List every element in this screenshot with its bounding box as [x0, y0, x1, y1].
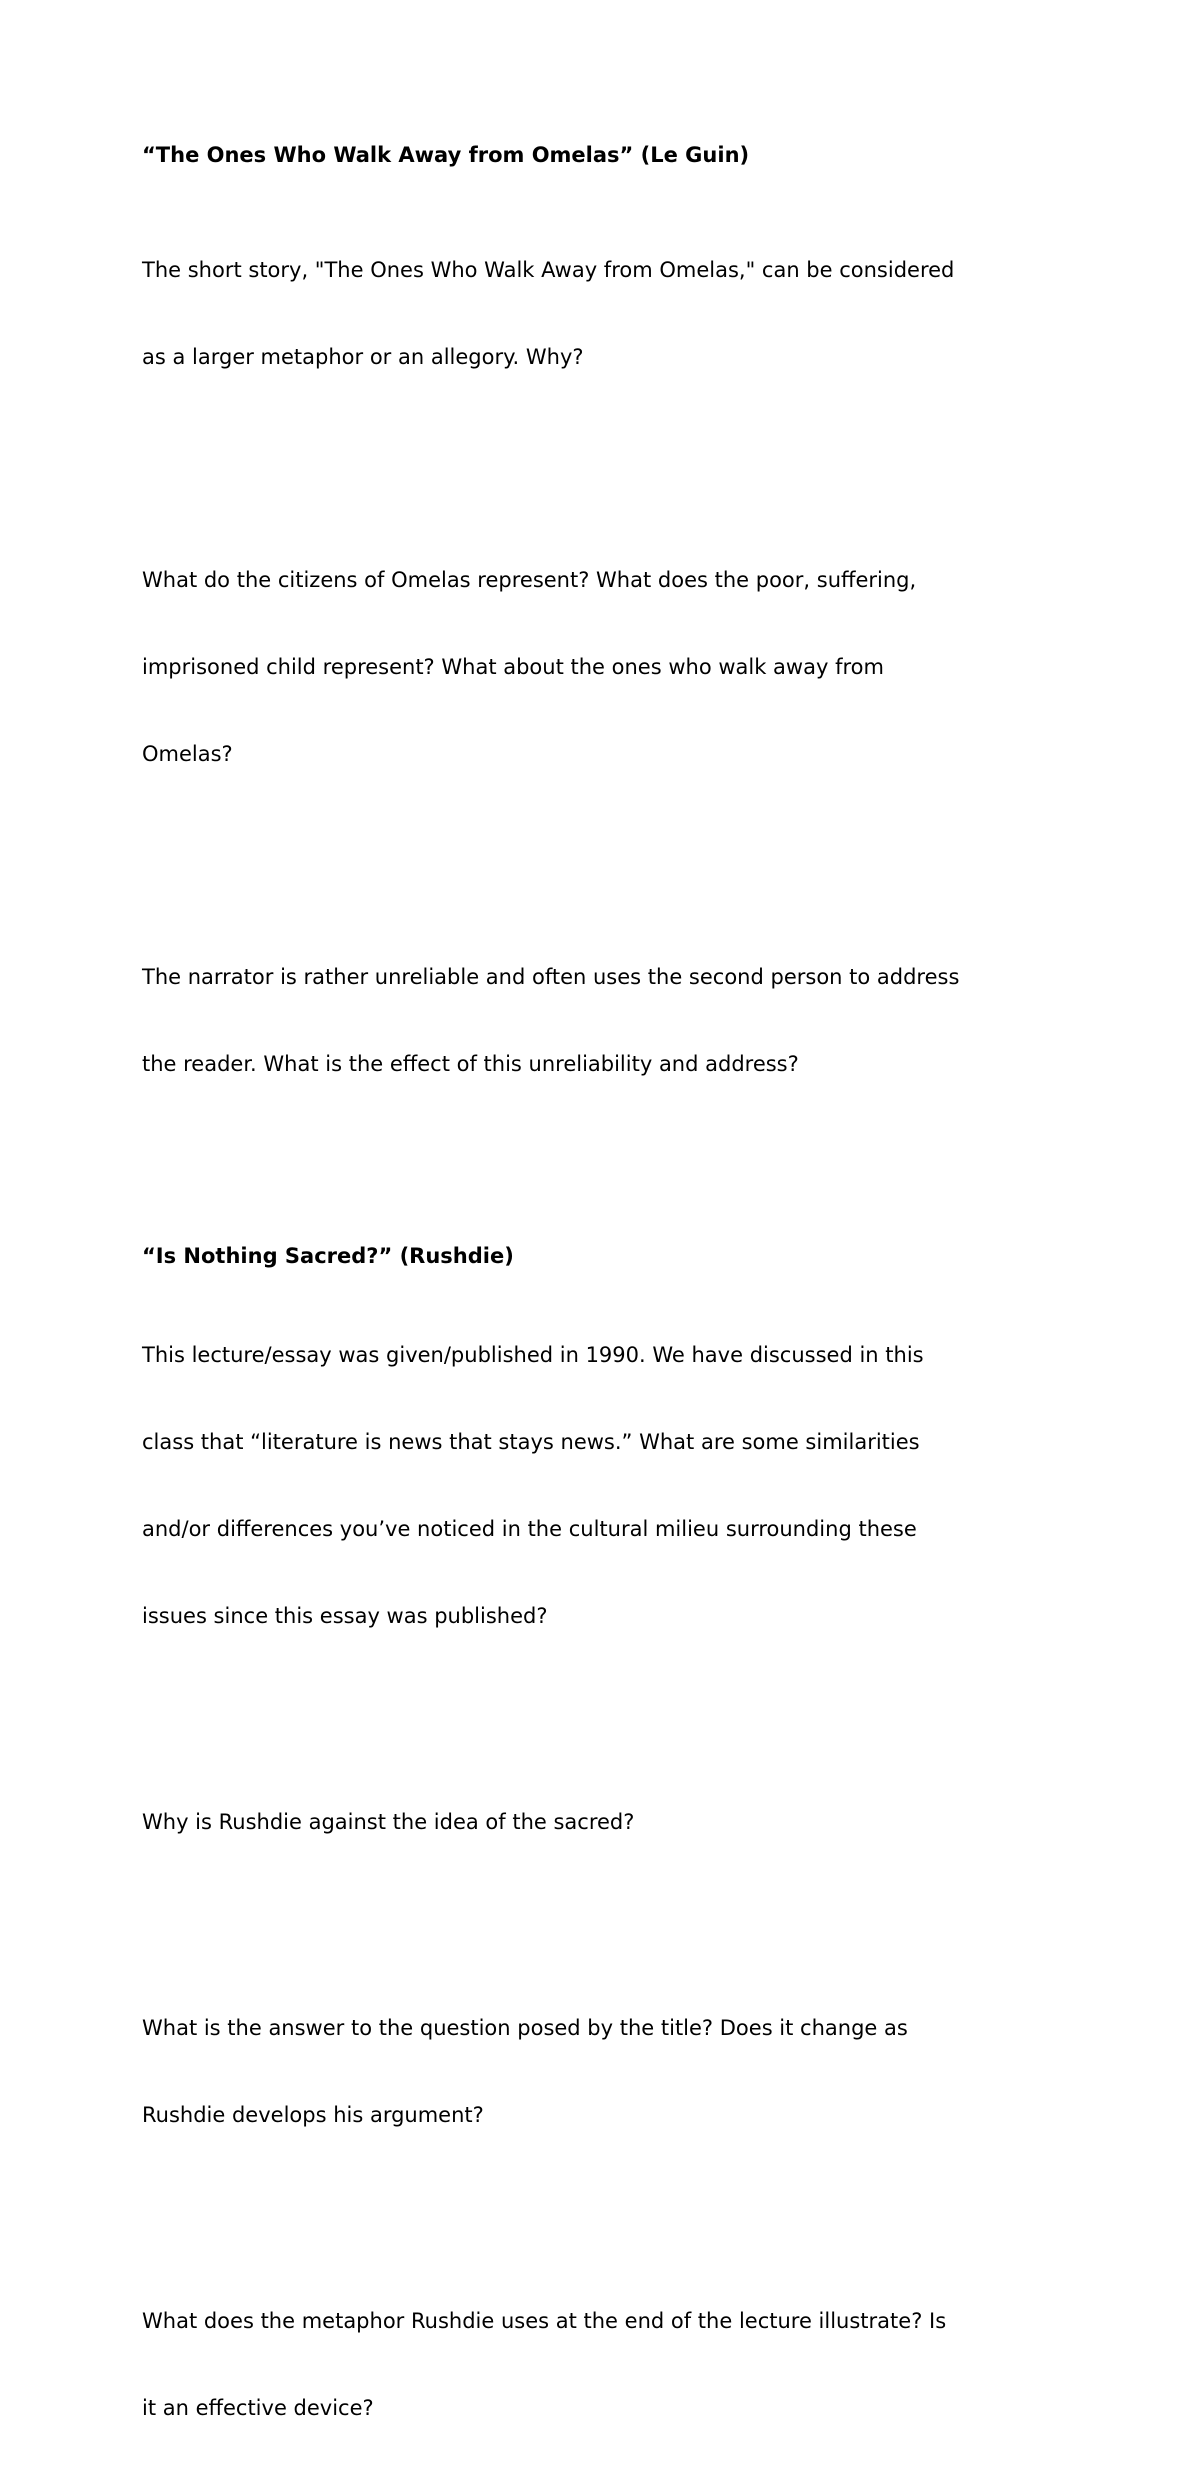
question-omelas-narrator: [142, 905, 1072, 1137]
question-line: as a larger metaphor or an allegory. Why?: [142, 345, 584, 369]
question-rushdie-metaphor: [142, 2249, 1072, 2481]
question-line: What is the answer to the question posed by the title? Does it change as: [142, 2016, 908, 2040]
section-heading-rushdie: “Is Nothing Sacred?” (Rushdie): [142, 1244, 514, 1268]
question-line: Omelas?: [142, 742, 233, 766]
question-line: issues since this essay was published?: [142, 1604, 548, 1628]
question-omelas-representation: [142, 508, 1072, 827]
question-line: This lecture/essay was given/published in 1990. We have discussed in this: [142, 1343, 924, 1367]
question-omelas-allegory: [142, 198, 1072, 430]
question-rushdie-sacred: [142, 1750, 1072, 1895]
question-line: Rushdie develops his argument?: [142, 2103, 484, 2127]
question-rushdie-news: [142, 1283, 1072, 1689]
question-line: What do the citizens of Omelas represent? What does the poor, suffering,: [142, 568, 917, 592]
question-line: imprisoned child represent? What about the ones who walk away from: [142, 655, 884, 679]
question-line: The short story, "The Ones Who Walk Away from Omelas," can be considered: [142, 258, 955, 282]
question-rushdie-title: [142, 1956, 1072, 2188]
question-line: Why is Rushdie against the idea of the sacred?: [142, 1810, 635, 1834]
question-line: and/or differences you’ve noticed in the cultural milieu surrounding these: [142, 1517, 917, 1541]
document-content: [142, 140, 1072, 2481]
section-heading-omelas: “The Ones Who Walk Away from Omelas” (Le Guin): [142, 143, 750, 167]
question-line: the reader. What is the effect of this unreliability and address?: [142, 1052, 799, 1076]
question-line: The narrator is rather unreliable and often uses the second person to address: [142, 965, 960, 989]
question-line: it an effective device?: [142, 2396, 374, 2420]
question-line: What does the metaphor Rushdie uses at the end of the lecture illustrate? Is: [142, 2309, 947, 2333]
question-line: class that “literature is news that stays news.” What are some similarities: [142, 1430, 920, 1454]
